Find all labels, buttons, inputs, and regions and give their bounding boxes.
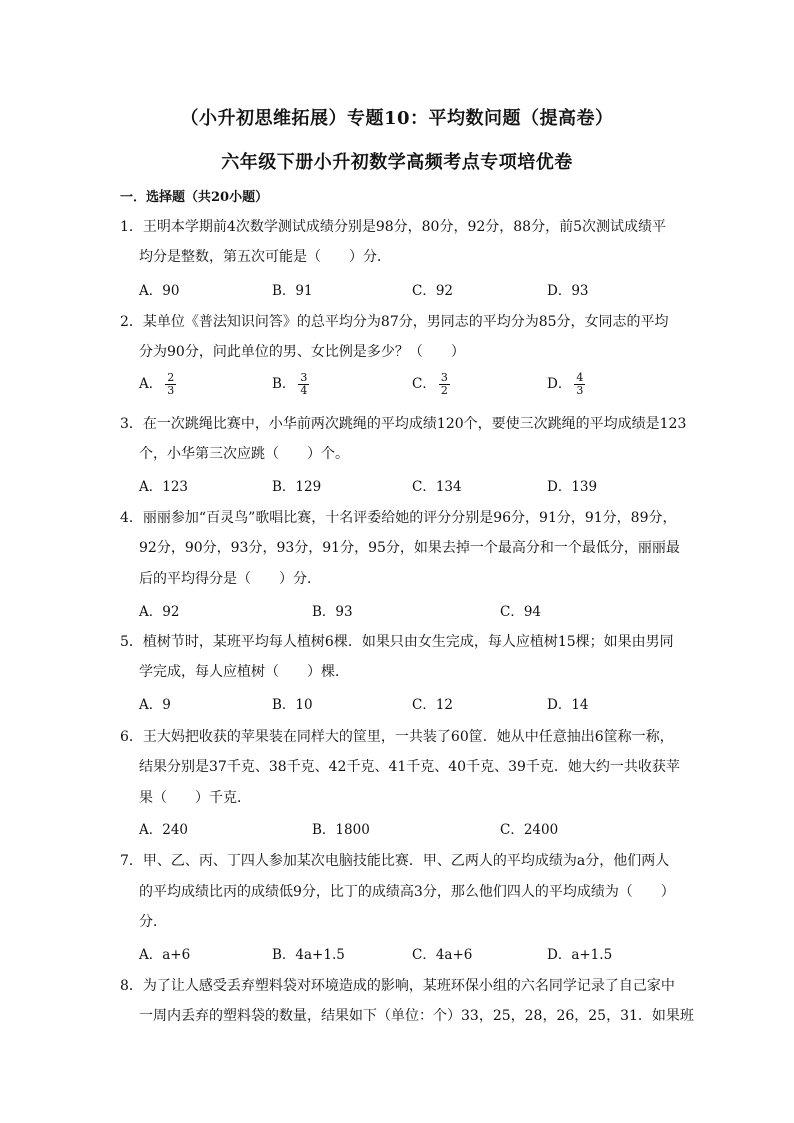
- question-3-option-b: B．129: [272, 479, 322, 495]
- fraction-denominator: 4: [300, 384, 308, 397]
- question-2-option-c: [412, 372, 450, 397]
- question-7-option-c: C．4a+6: [412, 947, 473, 963]
- question-6-line-3: 果（ ）千克．: [139, 790, 251, 806]
- question-3-line-2: 个，小华第三次应跳（ ）个。: [139, 446, 349, 462]
- question-1-option-b: B．91: [272, 283, 313, 299]
- fraction: [165, 372, 176, 397]
- question-8-line-2: 一周内丢弃的塑料袋的数量，结果如下（单位：个）33，25，28，26，25，31．如果班: [139, 1008, 694, 1024]
- exam-title: （小升初思维拓展）专题10：平均数问题（提高卷）: [180, 108, 614, 129]
- question-3-option-a: A．123: [139, 479, 189, 495]
- option-label: B．: [272, 376, 296, 392]
- question-6-option-c: C．2400: [500, 822, 559, 838]
- question-4-line-2: 92分，90分，93分，93分，91分，95分，如果去掉一个最高分和一个最低分，丽丽最: [139, 540, 680, 556]
- question-4-option-c: C．94: [500, 604, 542, 620]
- question-1-option-c: C．92: [412, 283, 454, 299]
- question-5-option-b: B．10: [272, 697, 313, 713]
- question-4-line-3: 后的平均得分是（ ）分．: [139, 571, 321, 587]
- question-3-option-d: D．139: [547, 479, 598, 495]
- question-6-option-a: A．240: [139, 822, 189, 838]
- question-1-line-2: 均分是整数，第五次可能是（ ）分．: [139, 249, 391, 265]
- question-2-line-1: 2．某单位《普法知识问答》的总平均分为87分，男同志的平均分为85分，女同志的平均: [120, 314, 669, 330]
- question-7-line-2: 的平均成绩比丙的成绩低9分，比丁的成绩高3分，那么他们四人的平均成绩为（ ）: [139, 884, 675, 900]
- fraction-denominator: 3: [576, 384, 584, 397]
- question-5-option-c: C．12: [412, 697, 454, 713]
- fraction: [439, 372, 450, 397]
- exam-subtitle: 六年级下册小升初数学高频考点专项培优卷: [221, 152, 573, 173]
- question-1-option-a: A．90: [139, 283, 180, 299]
- question-7-option-a: A．a+6: [139, 947, 191, 963]
- fraction-denominator: 3: [167, 384, 175, 397]
- fraction-numerator: 3: [300, 371, 308, 384]
- question-7-line-3: 分．: [139, 914, 167, 930]
- question-4-option-b: B．93: [312, 604, 353, 620]
- fraction: [574, 372, 585, 397]
- question-3-line-1: 3．在一次跳绳比赛中，小华前两次跳绳的平均成绩120个，要使三次跳绳的平均成绩是123: [120, 416, 687, 432]
- question-5-option-d: D．14: [547, 697, 589, 713]
- question-8-line-1: 8．为了让人感受丢弃塑料袋对环境造成的影响，某班环保小组的六名同学记录了自己家中: [120, 978, 675, 994]
- question-2-option-a: [139, 372, 176, 397]
- question-5-option-a: A．9: [139, 697, 171, 713]
- question-1-line-1: 1．王明本学期前4次数学测试成绩分别是98分，80分，92分，88分，前5次测试成绩平: [120, 219, 666, 235]
- question-5-line-2: 学完成，每人应植树（ ）棵．: [139, 664, 349, 680]
- fraction-denominator: 2: [440, 384, 448, 397]
- fraction-numerator: 2: [167, 371, 175, 384]
- question-2-option-d: [547, 372, 585, 397]
- fraction: [298, 372, 309, 397]
- option-label: C．: [412, 376, 436, 392]
- fraction-numerator: 3: [440, 371, 448, 384]
- question-6-option-b: B．1800: [312, 822, 370, 838]
- question-6-line-2: 结果分别是37千克、38千克、42千克、41千克、40千克、39千克．她大约一共收获苹: [139, 759, 680, 775]
- question-2-line-2: 分为90分，问此单位的男、女比例是多少？（ ）: [139, 344, 465, 360]
- option-label: D．: [547, 376, 572, 392]
- section-heading: 一．选择题（共20小题）: [120, 190, 269, 205]
- question-4-option-a: A．92: [139, 604, 180, 620]
- question-7-option-b: B．4a+1.5: [272, 947, 345, 963]
- question-5-line-1: 5．植树节时，某班平均每人植树6棵．如果只由女生完成，每人应植树15棵；如果由男同: [120, 634, 674, 650]
- question-7-line-1: 7．甲、乙、丙、丁四人参加某次电脑技能比赛．甲、乙两人的平均成绩为a分，他们两人: [120, 853, 670, 869]
- question-1-option-d: D．93: [547, 283, 589, 299]
- question-6-line-1: 6．王大妈把收获的苹果装在同样大的筐里，一共装了60筐．她从中任意抽出6筐称一称，: [120, 729, 674, 745]
- question-3-option-c: C．134: [412, 479, 462, 495]
- question-4-line-1: 4．丽丽参加“百灵鸟”歌唱比赛，十名评委给她的评分分别是96分，91分，91分，89分，: [120, 510, 677, 526]
- question-2-option-b: [272, 372, 309, 397]
- option-label: A．: [139, 376, 163, 392]
- fraction-numerator: 4: [576, 371, 584, 384]
- question-7-option-d: D．a+1.5: [547, 947, 613, 963]
